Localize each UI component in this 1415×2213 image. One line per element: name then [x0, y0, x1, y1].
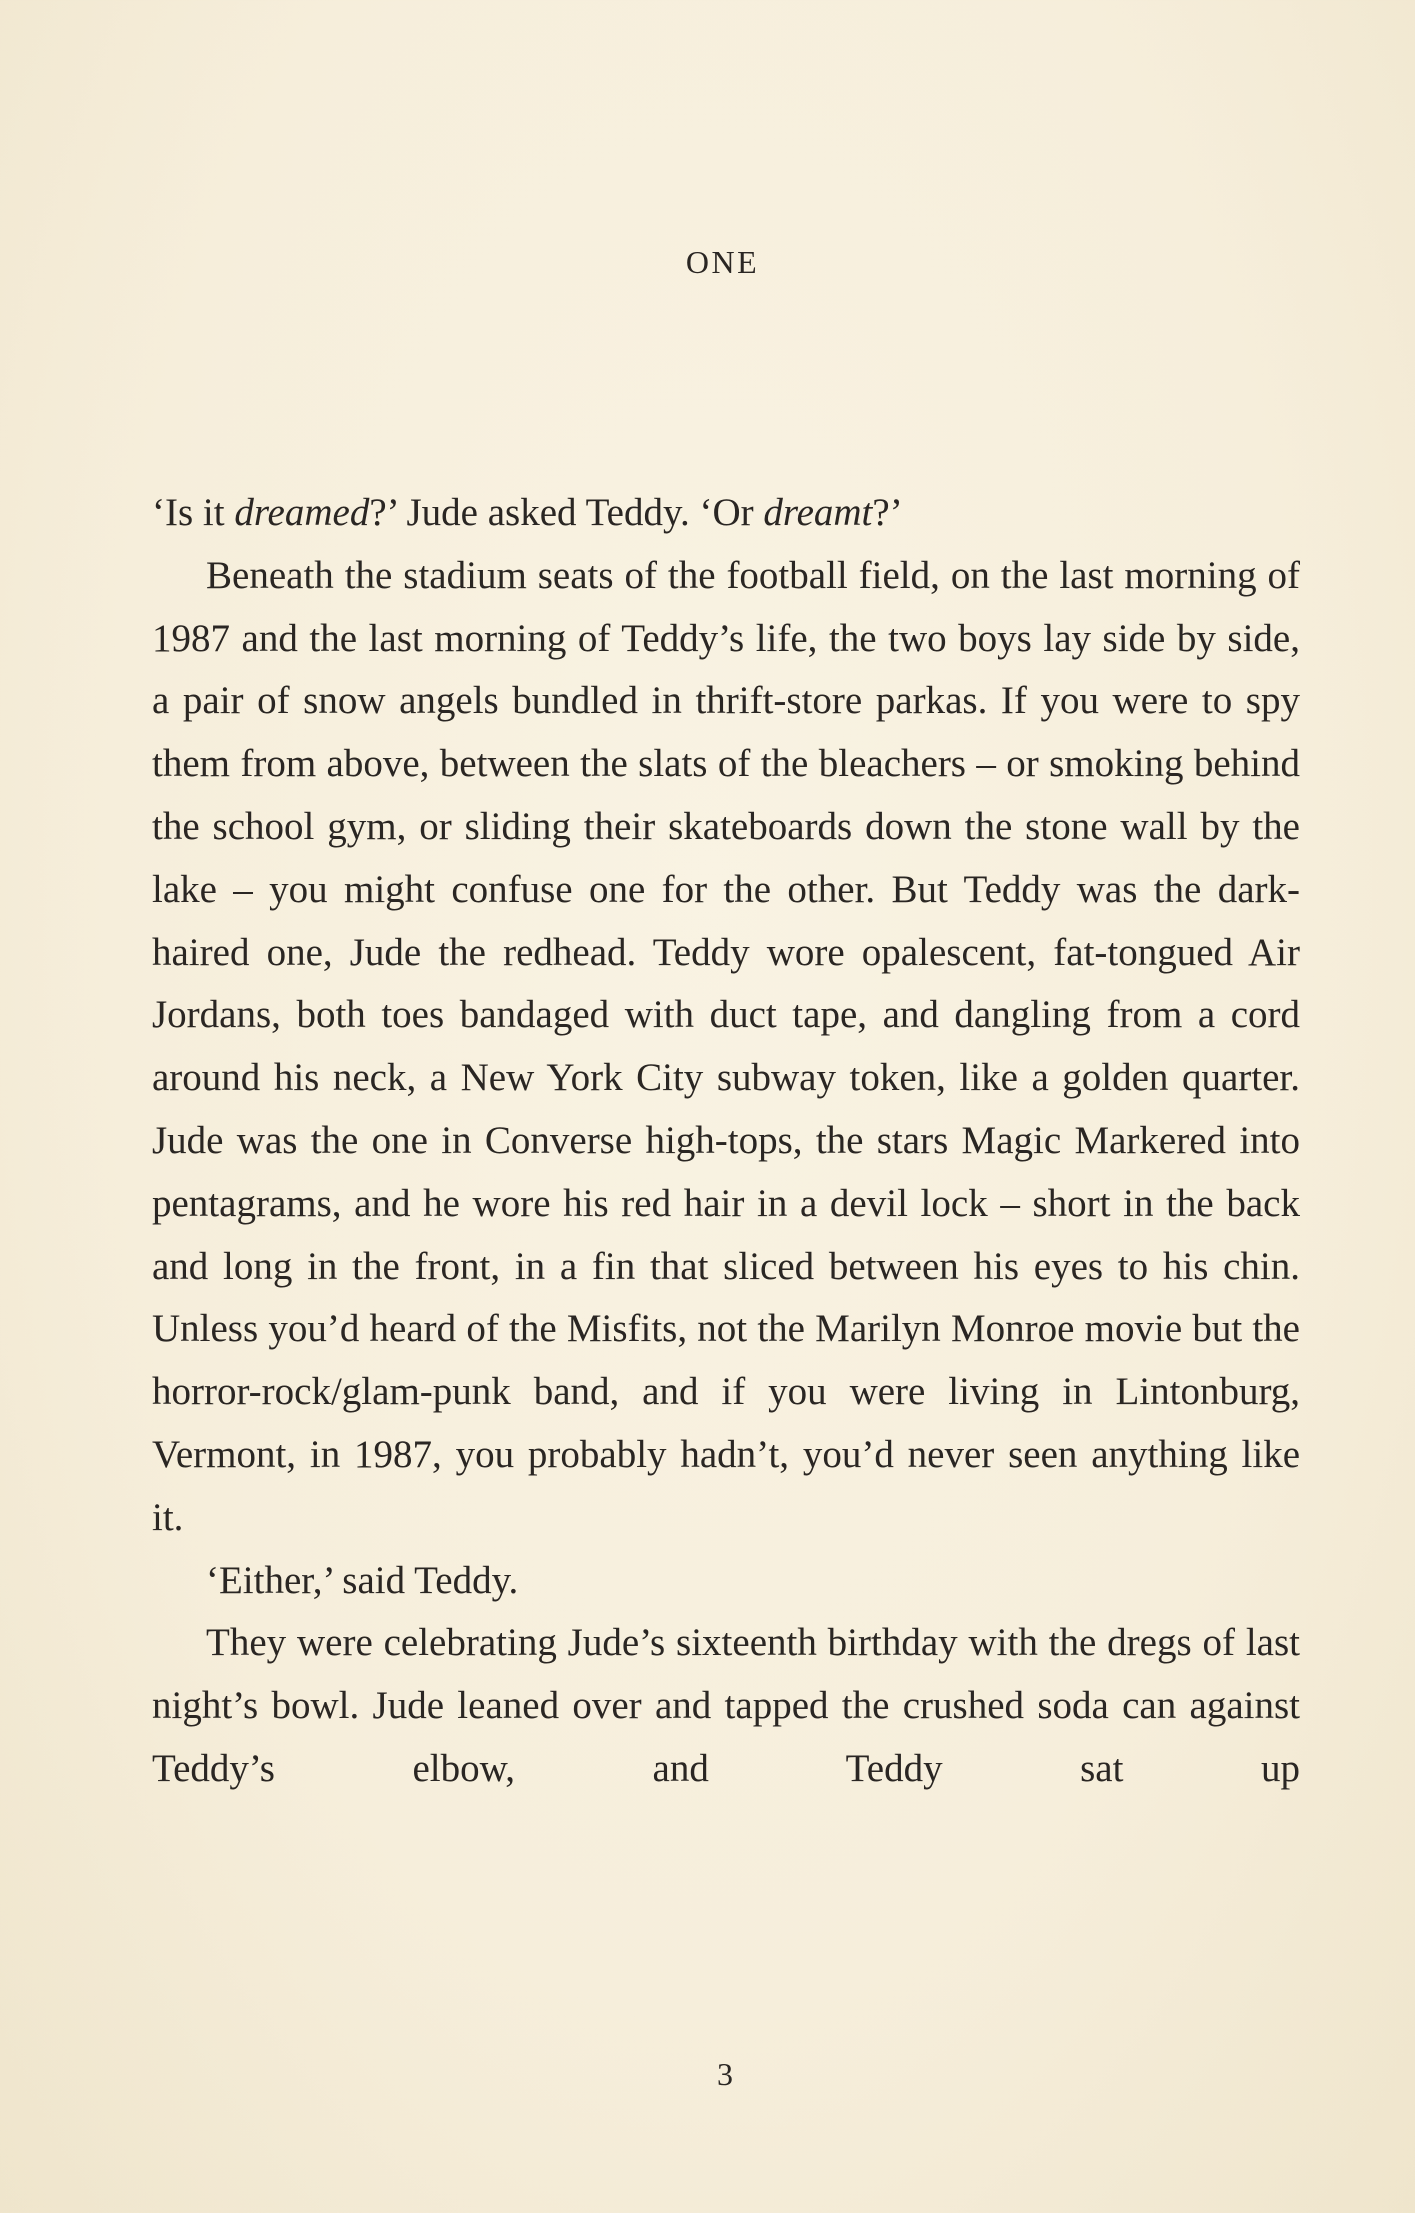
p1-italic-dreamt: dreamt — [763, 491, 873, 534]
p1-text-e: ?’ — [872, 491, 903, 534]
p1-italic-dreamed: dreamed — [234, 491, 370, 534]
chapter-heading: ONE — [685, 244, 760, 280]
p1-text-a: ‘Is it — [152, 491, 235, 534]
chapter-body-text — [152, 482, 1300, 1801]
p1-text-c: ?’ Jude asked Teddy. ‘Or — [369, 491, 764, 534]
paragraph-4: They were celebrating Jude’s sixteenth birthday with the dregs of last night’s bowl. Jude leaned over and tapped the crushed soda can against Teddy’s elbow, and Teddy sat up — [152, 1621, 1300, 1790]
paragraph-3: ‘Either,’ said Teddy. — [206, 1558, 519, 1602]
paragraph-1 — [152, 482, 1300, 545]
paragraph-2: Beneath the stadium seats of the football field, on the last morning of 1987 and the last morning of Teddy’s life, the two boys lay side by side, a pair of snow angels bundled in thrift-store parkas. If you were to spy them from above, between the slats of the bleachers – or smoking behind the school gym, or sliding their skateboards down the stone wall by the lake – you might confuse one for the other. But Teddy was the dark-haired one, Jude the redhead. Teddy wore opalescent, fat-tongued Air Jordans, both toes bandaged with duct tape, and dangling from a cord around his neck, a New York City subway token, like a golden quarter. Jude was the one in Converse high-tops, the stars Magic Markered into pentagrams, and he wore his red hair in a devil lock – short in the back and long in the front, in a fin that sliced between his eyes to his chin. Unless you’d heard of the Misfits, not the Marilyn Monroe movie but the horror-rock/glam-punk band, and if you were living in Lintonburg, Vermont, in 1987, you probably hadn’t, you’d never seen anything like it. — [152, 553, 1300, 1539]
page-number: 3 — [717, 2056, 733, 2092]
